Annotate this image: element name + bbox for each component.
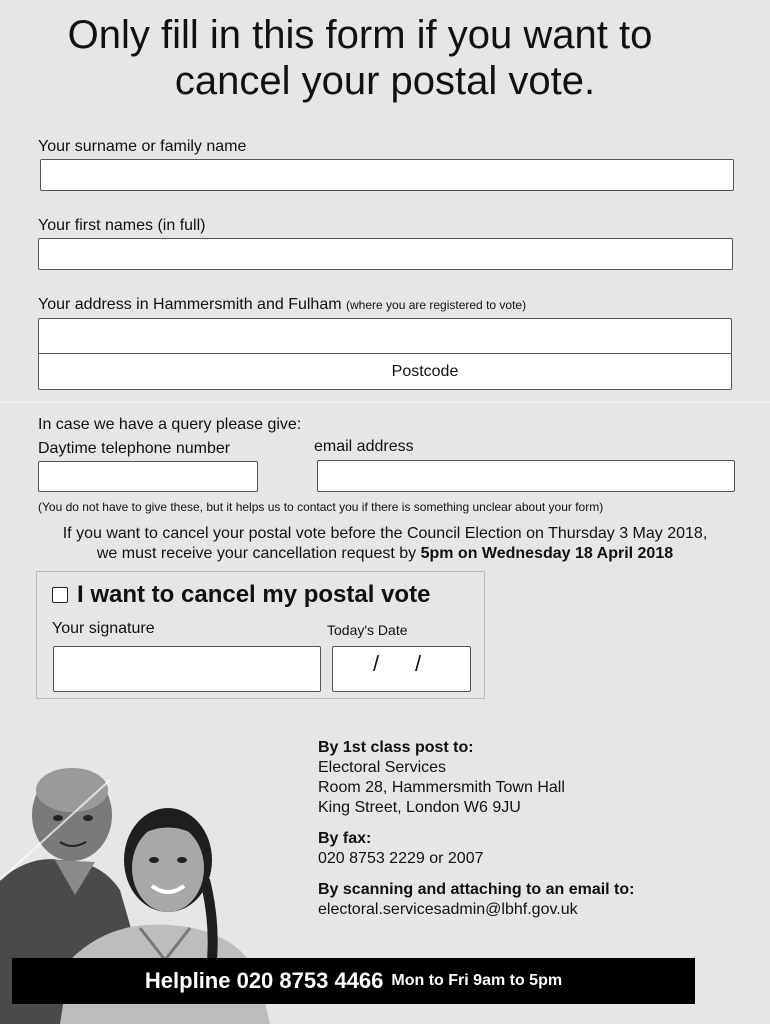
deadline-line-2	[0, 544, 770, 564]
postcode-field[interactable]	[38, 353, 732, 390]
email-heading: By scanning and attaching to an email to:	[318, 881, 635, 898]
section-divider	[0, 402, 770, 403]
query-intro: In case we have a query please give:	[38, 416, 302, 433]
cancel-heading: I want to cancel my postal vote	[77, 581, 431, 608]
fax-section	[318, 829, 483, 869]
post-section	[318, 738, 565, 818]
helpline-number: Helpline 020 8753 4466	[144, 968, 384, 993]
address-label-note: (where you are registered to vote)	[346, 298, 527, 312]
email-field[interactable]	[317, 460, 735, 492]
page-title	[0, 12, 770, 104]
email-section	[318, 880, 634, 920]
surname-field[interactable]	[40, 159, 734, 191]
email-label: email address	[314, 438, 414, 455]
man-scalp	[36, 768, 108, 812]
post-heading: By 1st class post to:	[318, 739, 474, 756]
date-field[interactable]	[332, 646, 471, 692]
address-label	[38, 296, 526, 314]
phone-field[interactable]	[38, 461, 258, 492]
cancel-panel	[36, 571, 485, 699]
cancel-checkbox[interactable]	[52, 587, 68, 603]
first-names-field[interactable]	[38, 238, 733, 270]
signature-label: Your signature	[52, 620, 155, 637]
helpline-hours: Mon to Fri 9am to 5pm	[391, 972, 563, 989]
first-names-label: Your first names (in full)	[38, 217, 206, 234]
email-address[interactable]: electoral.servicesadmin@lbhf.gov.uk	[318, 901, 578, 918]
postcode-label: Postcode	[391, 362, 459, 380]
signature-field[interactable]	[53, 646, 321, 692]
deadline-date: 5pm on Wednesday 18 April 2018	[420, 545, 674, 562]
date-separator-1: /	[373, 651, 380, 676]
phone-label: Daytime telephone number	[38, 440, 231, 457]
girl-face	[132, 824, 204, 912]
title-line-1: Only fill in this form if you want to	[67, 13, 653, 57]
address-label-text: Your address in Hammersmith and Fulham	[38, 296, 342, 313]
query-note: (You do not have to give these, but it helps us to contact you if there is something unclear about your form)	[38, 500, 604, 514]
address-field[interactable]	[38, 318, 732, 354]
fax-heading: By fax:	[318, 830, 372, 847]
title-line-2: cancel your postal vote.	[174, 59, 596, 103]
deadline-line-1: If you want to cancel your postal vote before the Council Election on Thursday 3 May 2018,	[62, 525, 708, 542]
helpline-bar	[12, 958, 695, 1004]
fax-numbers: 020 8753 2229 or 2007	[318, 850, 484, 867]
date-label: Today's Date	[327, 622, 408, 638]
post-address-line-3: King Street, London W6 9JU	[318, 799, 521, 816]
deadline-prefix: we must receive your cancellation request by	[96, 545, 421, 562]
date-separator-2: /	[415, 651, 422, 676]
post-address-line-1: Electoral Services	[318, 759, 447, 776]
surname-label: Your surname or family name	[38, 138, 247, 155]
post-address-line-2: Room 28, Hammersmith Town Hall	[318, 779, 565, 796]
